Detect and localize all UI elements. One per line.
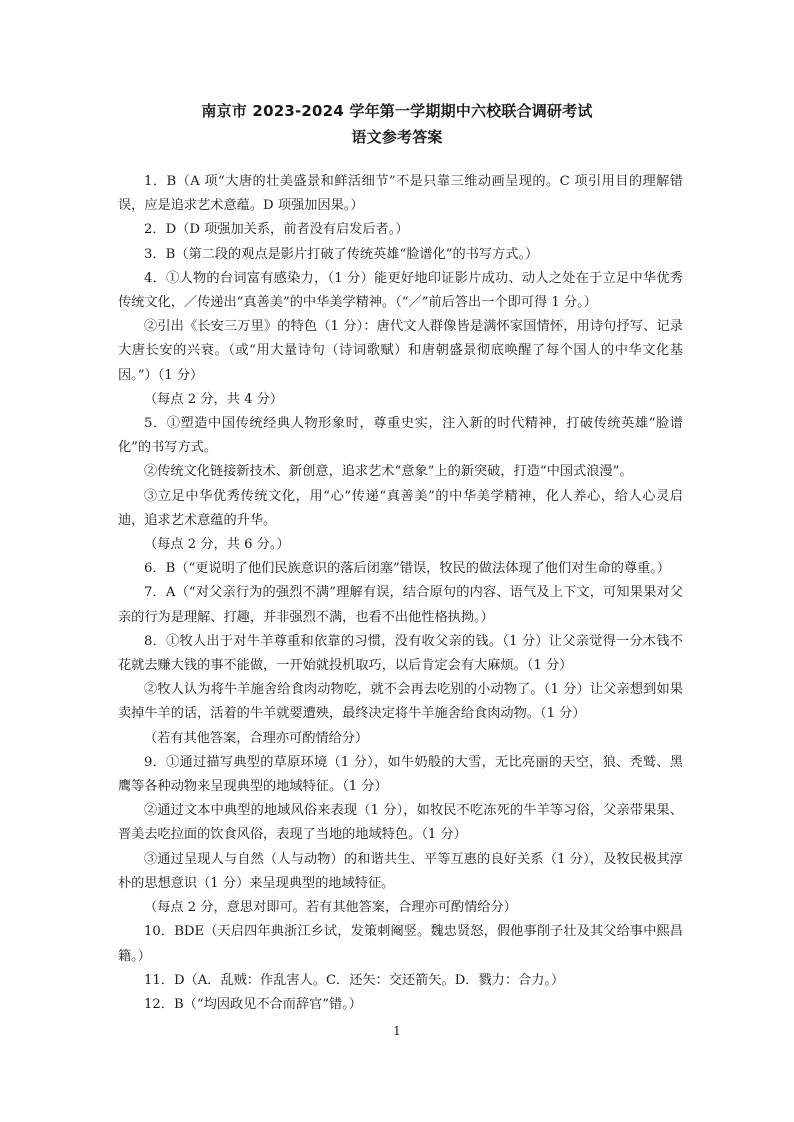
answer-9-point-2: ②通过文本中典型的地域风俗来表现（1 分），如牧民不吃冻死的牛羊等习俗，父亲带果果、晋美去吃拉面的饮食风俗，表现了当地的地域特色。（1 分） <box>118 803 683 843</box>
answer-4-scoring-note: （每点 2 分，共 4 分） <box>144 391 284 407</box>
answer-4-point-2: ②引出《长安三万里》的特色（1 分）：唐代文人群像皆是满怀家国情怀，用诗句抒写、记录大唐长安的兴衰。（或“用大量诗句（诗词歌赋）和唐朝盛景彻底唤醒了每个国人的中华文化基因。”）（1 分） <box>118 319 683 383</box>
answer-9-point-3: ③通过呈现人与自然（人与动物）的和谐共生、平等互惠的良好关系（1 分），及牧民极其淳朴的思想意识（1 分）来呈现典型的地域特征。 <box>118 851 683 891</box>
answer-11: 11．D（A．乱贼：作乱害人。C．还矢：交还箭矢。D．戮力：合力。） <box>144 972 565 988</box>
document-title: 南京市 2023-2024 学年第一学期期中六校联合调研考试 <box>201 102 593 120</box>
answer-8-scoring-note: （若有其他答案，合理亦可酌情给分） <box>144 730 369 746</box>
answer-9-scoring-note: （每点 2 分，意思对即可。若有其他答案，合理亦可酌情给分） <box>144 900 517 916</box>
answer-1: 1．B（A 项“大唐的壮美盛景和鲜活细节”不是只靠三维动画呈现的。C 项引用目的理解错误，应是追求艺术意蕴。D 项强加因果。） <box>118 174 683 214</box>
answer-5-point-1: 5．①塑造中国传统经典人物形象时，尊重史实，注入新的时代精神，打破传统英雄“脸谱化”的书写方式。 <box>118 416 683 456</box>
answer-body <box>118 170 683 1017</box>
answer-5-point-2: ②传统文化链接新技术、新创意，追求艺术“意象”上的新突破，打造“中国式浪漫”。 <box>144 464 633 480</box>
answer-5-scoring-note: （每点 2 分，共 6 分。） <box>144 537 290 553</box>
answer-10: 10．BDE（天启四年典浙江乡试，发策刺阉竖。魏忠贤怒，假他事削子壮及其父给事中熙昌籍。） <box>118 924 683 964</box>
answer-8-point-1: 8．①牧人出于对牛羊尊重和依靠的习惯，没有收父亲的钱。（1 分）让父亲觉得一分木钱不花就去赚大钱的事不能做，一开始就投机取巧，以后肯定会有大麻烦。（1 分） <box>118 633 683 674</box>
document-subtitle: 语文参考答案 <box>351 128 443 146</box>
answer-12: 12．B（“均因政见不合而辞官”错。） <box>144 996 362 1012</box>
answer-3: 3．B（第二段的观点是影片打破了传统英雄“脸谱化”的书写方式。） <box>144 246 539 262</box>
answer-7: 7．A（“对父亲行为的强烈不满”理解有误，结合原句的内容、语气及上下文，可知果果对父亲的行为是理解、打趣，并非强烈不满，也看不出他性格执拗。） <box>118 585 683 625</box>
answer-6: 6．B（“更说明了他们民族意识的落后闭塞”错误，牧民的做法体现了他们对生命的尊重。） <box>144 561 671 577</box>
answer-2: 2．D（D 项强加关系，前者没有启发后者。） <box>144 222 409 238</box>
answer-5-point-3: ③立足中华优秀传统文化，用“心”传递“真善美”的中华美学精神，化人养心，给人心灵启迪，追求艺术意蕴的升华。 <box>118 488 683 528</box>
answer-9-point-1: 9．①通过描写典型的草原环境（1 分），如牛奶般的大雪，无比亮丽的天空，狼、秃鹫、黑鹰等各种动物来呈现典型的地域特征。（1 分） <box>118 754 683 795</box>
answer-8-point-2: ②牧人认为将牛羊施舍给食肉动物吃，就不会再去吃别的小动物了。（1 分）让父亲想到如果卖掉牛羊的话，活着的牛羊就要遭殃，最终决定将牛羊施舍给食肉动物。（1 分） <box>118 682 683 722</box>
page-number: 1 <box>393 1024 401 1038</box>
answer-4-point-1: 4．①人物的台词富有感染力，（1 分）能更好地印证影片成功、动人之处在于立足中华优秀传统文化，／传递出“真善美”的中华美学精神。（“／”前后答出一个即可得 1 分。） <box>118 270 683 311</box>
